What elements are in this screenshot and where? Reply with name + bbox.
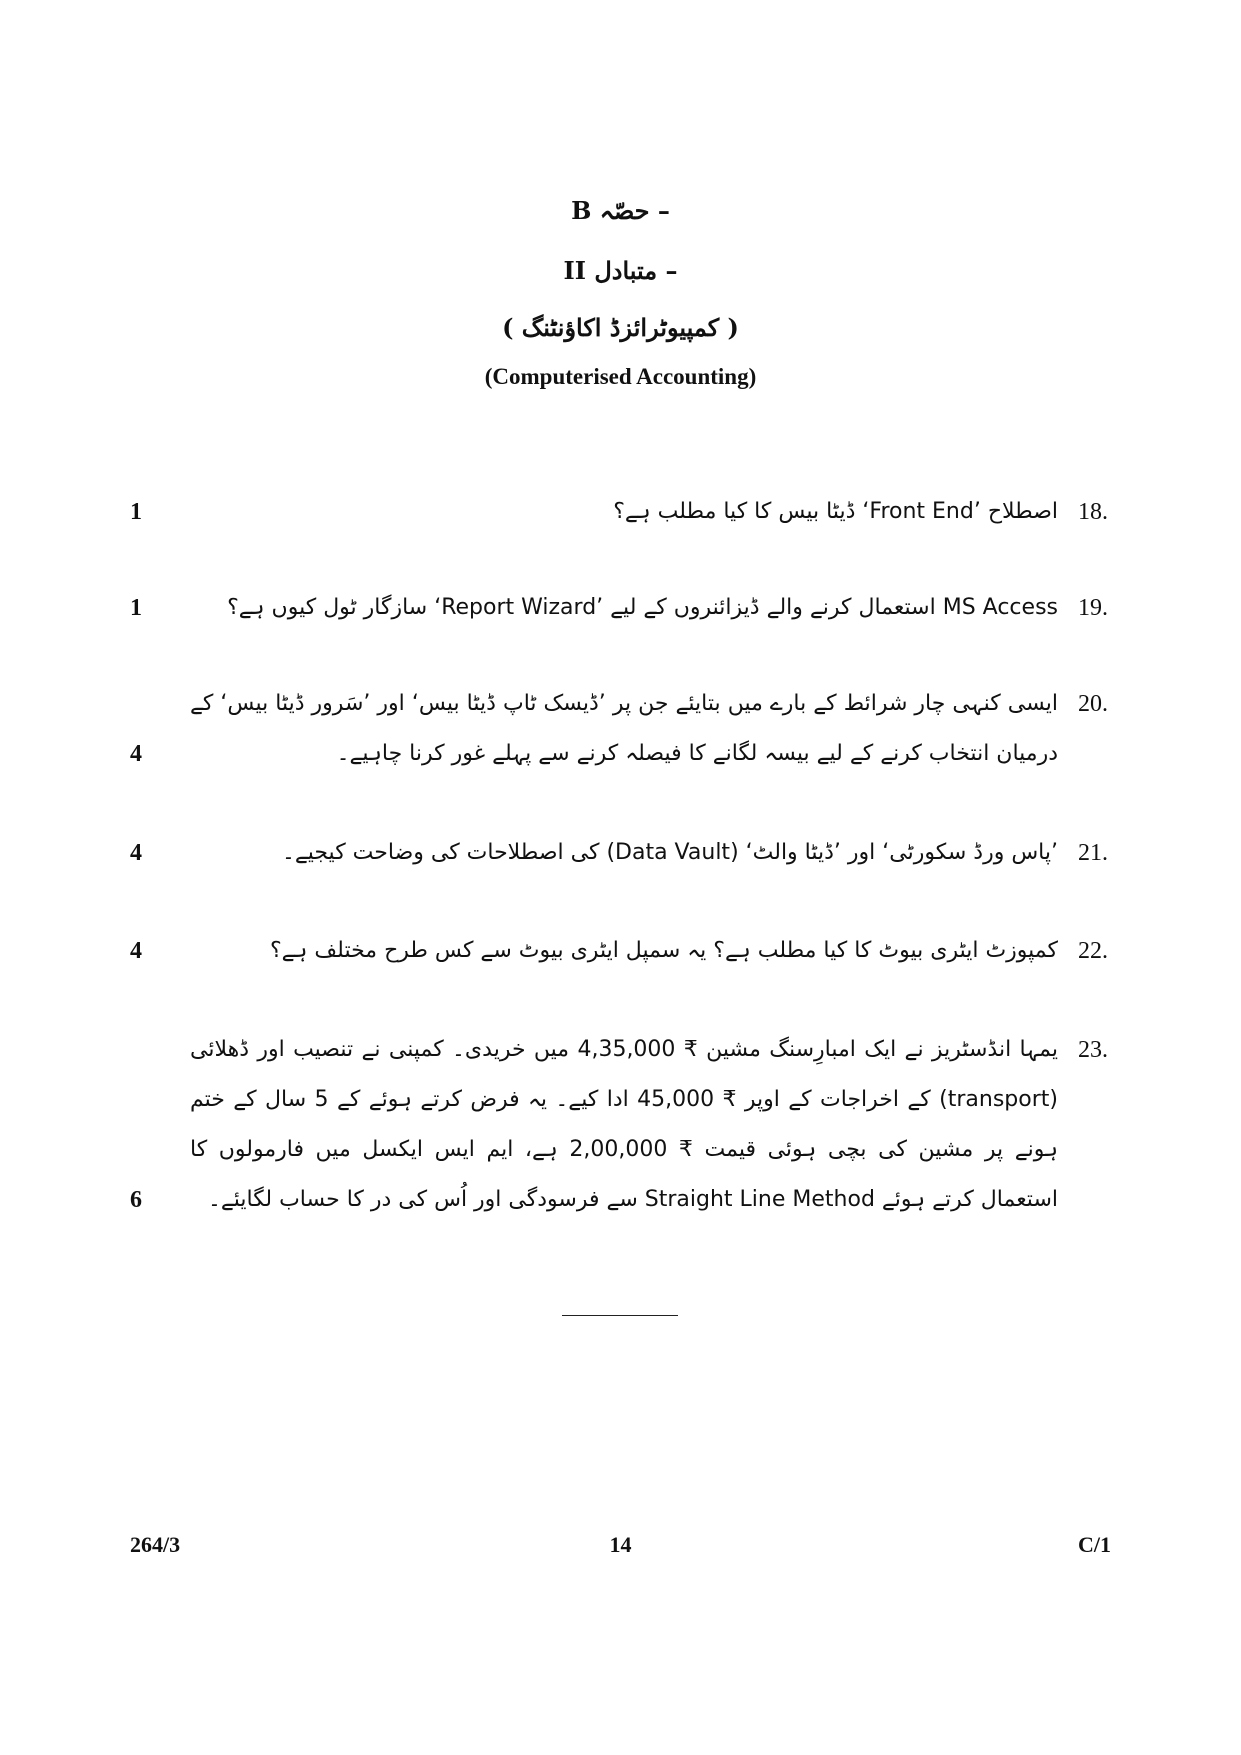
part-label-urdu: حصّہ – (599, 196, 670, 225)
subject-title-urdu: ( کمپیوٹرائزڈ اکاؤنٹنگ ) (502, 313, 739, 342)
question-marks: 4 (130, 938, 142, 964)
part-label-en: B (571, 196, 592, 225)
section-divider (562, 1315, 678, 1316)
footer-page-number: 14 (609, 1532, 632, 1557)
question-number: 22. (1078, 938, 1108, 964)
question-text: اصطلاح ’Front End‘ ڈیٹا بیس کا کیا مطلب ہے؟ (613, 499, 1058, 524)
footer-set-code: C/1 (1078, 1532, 1111, 1557)
subject-title-en: (Computerised Accounting) (484, 364, 757, 389)
question-marks: 4 (130, 741, 142, 767)
question-number: 21. (1078, 840, 1108, 866)
footer-paper-code: 264/3 (130, 1532, 181, 1557)
question-text: ایسی کنہی چار شرائط کے بارے میں بتایئے جن پر ’ڈیسک ٹاپ ڈیٹا بیس‘ اور ’سَرور ڈیٹا بیس‘ کے درمیان انتخاب کرنے کے لیے بیسہ لگانے کا فیصلہ کرنے سے پہلے غور کرنا چاہیے۔ (190, 691, 1058, 766)
question-text: یمہا انڈسٹریز نے ایک امبارِسنگ مشین ₹ 4,35,000 میں خریدی۔ کمپنی نے تنصیب اور ڈھلائی (transport) کے اخراجات کے اوپر ₹ 45,000 ادا کیے۔ یہ فرض کرتے ہوئے کے 5 سال کے ختم ہونے پر مشین کی بچی ہوئی قیمت ₹ 2,00,000 ہے، ایم ایس ایکسل میں فارمولوں کا استعمال کرتے ہوئے Straight Line Method سے فرسودگی اور اُس کی در کا حساب لگایئے۔ (190, 1037, 1059, 1212)
option-heading (0, 256, 1241, 285)
question-text: MS Access استعمال کرنے والے ڈیزائنروں کے لیے ’Report Wizard‘ سازگار ٹول کیوں ہے؟ (227, 595, 1058, 620)
question-marks: 4 (130, 840, 142, 866)
option-label-urdu: متبادل – (594, 256, 678, 285)
part-heading (0, 196, 1241, 225)
question-text: ’پاس ورڈ سکورٹی‘ اور ’ڈیٹا والٹ‘ (Data Vault) کی اصطلاحات کی وضاحت کیجیے۔ (281, 840, 1058, 865)
question-number: 19. (1078, 595, 1108, 621)
question-number: 18. (1078, 499, 1108, 525)
question-marks: 1 (130, 499, 142, 525)
option-label-en: II (563, 256, 586, 285)
question-number: 23. (1078, 1037, 1108, 1063)
question-marks: 6 (130, 1187, 142, 1213)
question-text: کمپوزٹ ایٹری بیوٹ کا کیا مطلب ہے؟ یہ سمپل ایٹری بیوٹ سے کس طرح مختلف ہے؟ (269, 938, 1058, 963)
question-marks: 1 (130, 595, 142, 621)
question-number: 20. (1078, 691, 1108, 717)
